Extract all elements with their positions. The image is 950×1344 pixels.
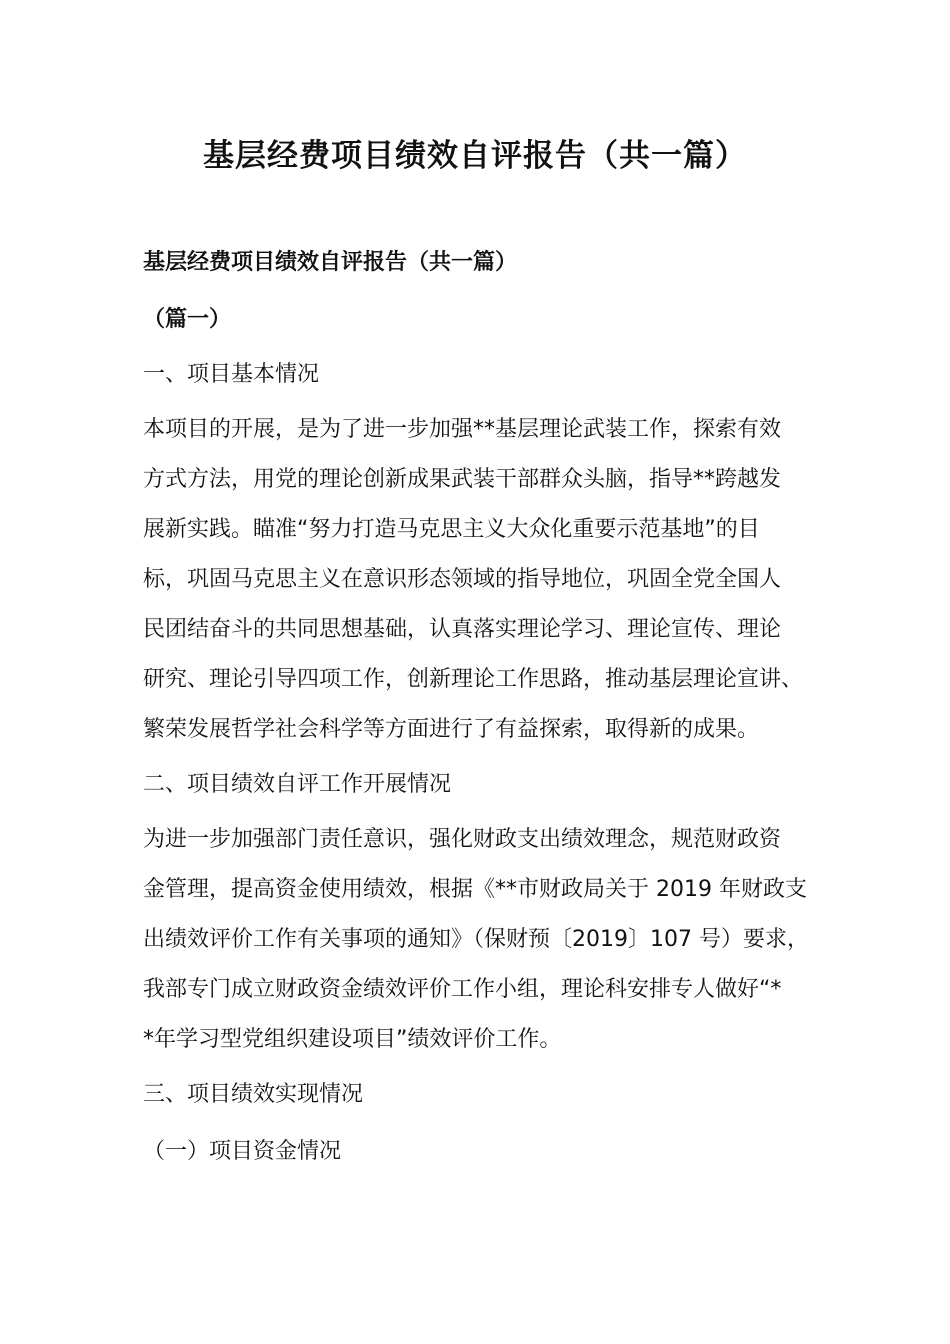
paragraph-line: 金管理，提高资金使用绩效，根据《**市财政局关于 2019 年财政支 [143,877,807,902]
paragraph-line: 研究、理论引导四项工作，创新理论工作思路，推动基层理论宣讲、 [143,667,804,692]
subheading-funding: （一）项目资金情况 [143,1139,342,1164]
paragraph-line: 我部专门成立财政资金绩效评价工作小组，理论科安排专人做好“* [143,977,782,1002]
paragraph-line: *年学习型党组织建设项目”绩效评价工作。 [143,1027,562,1052]
document-title: 基层经费项目绩效自评报告（共一篇） [203,138,747,174]
paragraph-line: 为进一步加强部门责任意识，强化财政支出绩效理念，规范财政资 [143,827,782,852]
part-label: （篇一） [143,307,232,332]
section-heading-self-evaluation: 二、项目绩效自评工作开展情况 [143,772,452,797]
paragraph-line: 展新实践。瞄准“努力打造马克思主义大众化重要示范基地”的目 [143,517,760,542]
document-subtitle: 基层经费项目绩效自评报告（共一篇） [143,250,518,275]
paragraph-line: 繁荣发展哲学社会科学等方面进行了有益探索，取得新的成果。 [143,717,760,742]
paragraph-line: 方式方法，用党的理论创新成果武装干部群众头脑，指导**跨越发 [143,467,782,492]
paragraph-line: 本项目的开展，是为了进一步加强**基层理论武装工作，探索有效 [143,417,782,442]
paragraph-line: 出绩效评价工作有关事项的通知》（保财预〔2019〕107 号）要求， [143,927,809,952]
paragraph-line: 标，巩固马克思主义在意识形态领域的指导地位，巩固全党全国人 [143,567,782,592]
section-heading-performance: 三、项目绩效实现情况 [143,1082,364,1107]
section-heading-basic-info: 一、项目基本情况 [143,362,320,387]
paragraph-line: 民团结奋斗的共同思想基础，认真落实理论学习、理论宣传、理论 [143,617,782,642]
